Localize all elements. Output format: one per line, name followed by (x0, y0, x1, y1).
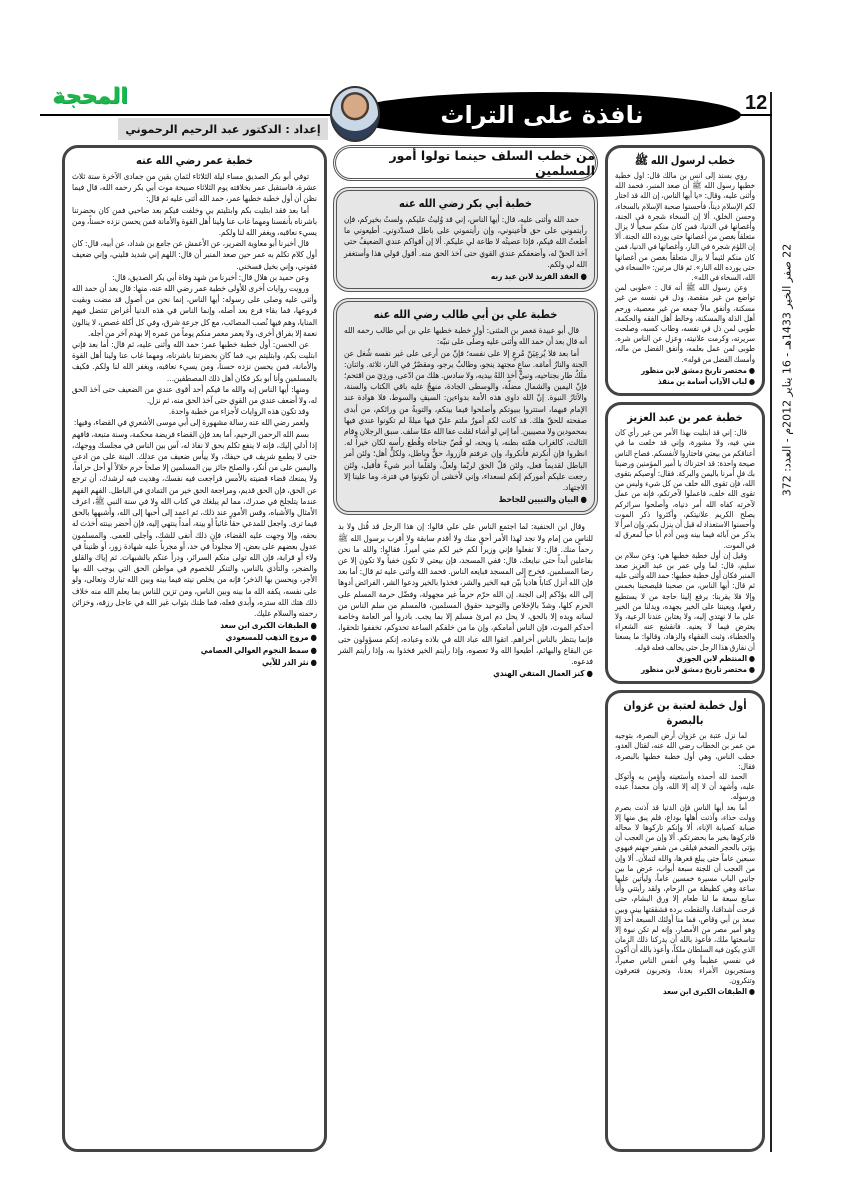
paragraph: ورويت روايات أخرى للأولى خطبة عمر رضي الله عنه، منها: قال بعد أن حمد الله وأثنى عليه وصلى على رسوله: أيها الناس، إنما نحن من أصول قد مضت وبقيت فروعها، فما بقاء فرع بعد أصله، وإنما الناس في هذه الدنيا أغراض تنتضل فيهم المنايا، وهم فيها نُصب المصائب، مع كل جرعة شرق، وفي كل أكلة غصص، لا ينالون نعمة إلا بفراق أخرى، ولا يعمر معمر منكم يوماً من عمره إلا بهدم آخر من أجله. (72, 283, 317, 338)
right-column (605, 145, 765, 1152)
article-title: خطبة عمر بن عبد العزيز (627, 411, 743, 425)
middle-title: من خطب السلف حينما تولوا أمور المسلمين (333, 145, 598, 181)
paragraph: لما نزل عتبة بن غزوان أرض البصرة، بتوجيه من عمر بن الخطاب رضي الله عنه، لقتال العدو، خطب الناس، وهي أول خطبة خطبها بالبصرة، فقال: (615, 731, 755, 771)
source-citation: ● مختصر تاريخ دمشق لابن منظور (615, 366, 755, 376)
source-citation: ● البيان والتبيين للجاحظ (344, 494, 587, 505)
article-title: أول خطبة لعتبة بن غزوان بالبصرة (623, 699, 747, 728)
paragraph: قال أبو عبيدة مَعمر بن المثنى: أول خطبة خطبها علي بن أبي طالب رحمه الله أنه قال بعد أن حمد الله وأثنى عليه وصلّى على نبيّه: (344, 325, 587, 347)
article-ali (333, 298, 598, 515)
source-citation: ● مختصر تاريخ دمشق لابن منظور (615, 665, 755, 675)
paragraph: وقال ابن الحنفية: لما اجتمع الناس على علي قالوا: إن هذا الرجل قد قُتل ولا بد للناس من إمام ولا نجد لهذا الأمر أحق منك ولا أقدم سابقة ولا أقرب برسول الله ﷺ رحماً منك. قال: لا تفعلوا فإني وزيراً لكم خير لكم مني أميراً. فقالوا: والله ما نحن بفاعلين أبداً حتى نبايعك، قال: ففي المسجد، فإن بيعتي لا تكون خفياً ولا تكون إلا عن رضا المسلمين. فخرج إلى المسجد فبايعه الناس. فحمد الله وأثنى عليه ثم قال: أما بعد فإن الله أنزل كتاباً هادياً بيّن فيه الخير والشر، فخذوا بالخير ودعوا الشر، الفرائض أدوها إلى الله يؤدّكم إلى الجنة. إن الله حرّم حرماً غير مجهولة، وفضّل حرمة المسلم على الحرم كلها، وشدّ بالإخلاص والتوحيد حقوق المسلمين، فالمسلم من سلم الناس من لسانه ويده إلا بالحق، لا يحل دم امرئ مسلم إلا بما يجب. بادروا أمر العامة وخاصة أحدكم الموت، فإن الناس أمامكم، وإن ما من خلفكم الساعة تحدوكم، تخففوا تلحقوا، فإنما ينتظر بالناس أخراهم. اتقوا الله عباد الله في بلاده وعباده، إنكم مسؤولون حتى عن البقاع والبهائم، أطيعوا الله ولا تعصوه، وإذا رأيتم الخير فخذوا به، وإذا رأيتم الشر فدعوه. (338, 521, 593, 666)
issue-date-text: 22 صفر الخير 1433هـ - 16 يناير 2012م - العدد: 372 (780, 243, 794, 497)
paragraph: أما بعد أيها الناس فإن الدنيا قد آذنت بصرم وولت حذاء، وآذنت أهلها بوداع، فلم يبق منها إلا صبابة كصبابة الإناء، ألا وإنكم تاركوها لا محالة فاتركوها بخير ما بحضرتكم. ألا وإن من العجب أن يؤتى بالحجر الضخم فيلقى من شفير جهنم فيهوي سبعين عاماً حتى يبلغ قعرها، والله لتملأن. ألا وإن من العجب أن للجنة سبعة أبواب، عرض ما بين جانبي الباب مسيرة خمسين عاماً، وليأتين عليها ساعة وهي كظيظة من الزحام، ولقد رأيتني وأنا سابع سبعة ما لنا طعام إلا ورق البشام، حتى قرحت أشداقنا، والتقطت بردة فشققتها بيني وبين سعد بن أبي وقاص، فما منا أولئك السبعة أحد إلا وهو أمير مصر من الأمصار، وإنه لم تكن نبوة إلا تناسختها ملك، فأعوذ بالله أن يدركنا ذلك الزمان الذي يكون فيه السلطان ملكاً، وأعوذ بالله أن أكون في نفسي عظيماً وفي أنفس الناس صغيراً، وستجربون الأمراء بعدنا، وتجربون فتعرفون وتنكرون. (615, 802, 755, 986)
paragraph: قال: إني قد ابتليت بهذا الأمر من غير رأي كان مني فيه، ولا مشورة، وإني قد خلعت ما في أعناقكم من بيعتي فاختاروا لأنفسكم. فصاح الناس صيحة واحدة: قد اخترناك يا أمير المؤمنين ورضينا بك فلِ أمرنا باليمن والبركة. فقال: أوصيكم بتقوى الله، فإن تقوى الله خلف من كل شيء وليس من تقوى الله خلف، فاعملوا لآخرتكم، فإنه من عمل لآخرته كفاه الله أمر دنياه، وأصلحوا سرائركم يصلح الكريم علانيتكم، وأكثروا ذكر الموت وأحسنوا الاستعداد له قبل أن ينزل بكم، وإن امرأ لا يذكر من آبائه فيما بينه وبين آدم أبا حياً لمعرق له في الموت. (615, 428, 755, 550)
article-utba (605, 690, 765, 1152)
source-citation: ● لباب الآداب أسامة بن منقذ (615, 377, 755, 387)
issue-date (774, 120, 800, 620)
paragraph: وقد تكون هذه الروايات لأجزاء من خطبة واحدة. (168, 406, 309, 417)
source-citation: ● المنتظم لابن الجوزي (615, 654, 755, 664)
source-citation: ● كنز العمال المتقي الهندي (338, 668, 593, 679)
paragraph: حمد الله وأثنى عليه، قال: أيها الناس، إني قد وُليتُ عليكم، ولستُ بخيركم، فإن رأيتموني على حق فأعينوني، وإن رأيتموني على باطل فسدّدوني. أطيعوني ما أطعتُ الله فيكم، فإذا عصيتُه لا طاعة لي عليكم. ألا إن أقواكم عندي الضعيفُ حتى آخذ الحقّ له، وأضعفكم عندي القوي حتى آخذ الحق منه. أقول قولي هذا وأستغفر الله لي ولكم. (344, 214, 587, 269)
article-title: خطبة أبي بكر رضي الله عنه (399, 197, 532, 210)
article-prophet (605, 145, 765, 396)
paragraph: روي بسند إلى انس بن مالك قال: اول خطبة خطبها رسول الله ﷺ أن صعد المنبر، فحمد الله وأثنى عليه، وقال: «يا أيها الناس، إن الله قد اختار لكم الإسلام ديناً، فأحسنوا صحبة الإسلام بالسخاء، وحسن الخلق، ألا إن السخاء شجرة في الجنة، وأغصانها في الدنيا، فمن كان منكم سخياً لا يزال متعلقاً بغصن من أغصانها حتى يورده الله الجنة. ألا إن اللؤم شجرة في النار، وأغصانها في الدنيا، فمن كان منكم لئيماً لا يزال متعلقاً بغصن من أغصانها حتى يورده الله النار». ثم قال مرتين: «السخاء في الله، السخاء في الله». (615, 171, 755, 283)
article-omar (62, 145, 327, 1152)
article-omar-abdulaziz (605, 402, 765, 684)
source-citation: ● مروج الذهب للمسعودي (72, 632, 317, 643)
source-citation: ● نثر الدر للآبي (72, 657, 317, 668)
paragraph: عن الحسن: أول خطبة خطبها عمر: حمد الله وأثنى عليه، ثم قال: أما بعد فإني ابتليت بكم، وابتليتم بي، فما كان بحضرتنا باشرناه، ومهما غاب عنا ولينا أهل القوة والأمانة، فمن يحسن نزده حسناً، ومن يسيء نعاقبه، ويغفر الله لنا ولكم. فكيف بالمسلمين وأنا أبو بكر فكان أهل ذلك المصطفين... (72, 339, 317, 383)
divider (40, 114, 340, 116)
paragraph: وعن حميد بن هلال قال: أخبرنا من شهد وفاة أبي بكر الصديق، قال: (112, 271, 309, 282)
divider (740, 114, 772, 116)
author-photo (330, 86, 380, 142)
article-title: خطبة عمر رضي الله عنه (136, 154, 253, 167)
article-title: خطب لرسول الله ﷺ (634, 154, 736, 167)
author-byline: إعداد : الدكتور عبد الرحيم الرحموني (118, 118, 328, 140)
paragraph: أما بعد فلا يُرعِيَنّ مُرعٍ إلا على نفسه؛ فإنّ من أرعى على غير نفسه شُغل عن الجنة والنارُ أمامَه. ساعٍ مجتهد ينجو، وطالبٌ يرجو، ومقصّرٌ في النار، ثلاثة. واثنان: ملَكٌ طار بجناحيه، ونبيٌّ أخذ اللهُ بيديه، ولا سادس. هلك من ادّعى، وردِيَ من اقتحم؛ فإنّ اليمين والشمال مضلّة، والوسطى الجادة، منهجٌ عليه باقي الكتاب والسنة، والآثارُ النبوة. إنّ الله داوى هذه الأمة بدواءين: السيفِ والسوط، فلا هوادة عند الإمام فيهما، استتروا ببيوتكم وأصلحوا فيما بينكم، والتوبةُ من ورائكم، من أبدى صفحته للحقّ هلك. قد كانت لكم أمورٌ ملتم عليّ فيها ميلةً لم تكونوا عندي فيها بمحمودين ولا مصيبين. أما إني لو أشاء لقلت عفا الله عمّا سلف. سبق الرجلان وقام الثالث، كالغراب همّته بطنه، يا ويحه، لو قُصّ جناحاه وقُطع رأسه لكان خيراً له. انظروا فإن أنكرتم فأنكروا، وإن عرفتم فآزروا، حقٌّ وباطل، ولكلٍّ أهل؛ ولئن أمر الباطل لقديماً فعل، ولئن قلّ الحق لربّما ولعلّ، ولقلّما أدبر شيءٌ فأقبل، ولئن رجعت عليكم أموركم إنكم لسعداء، وإني لأخشى أن تكونوا في فترة، وما علينا إلا الاجتهاد. (344, 347, 587, 493)
paragraph: قال أخبرنا أبو معاوية الضرير، عن الأعمش عن جامع بن شداد، عن أبيه، قال: كان أول كلام تكلم به عمر حين صعد المنبر أن قال: اللهم إني شديد فليني، وإني ضعيف فقوني، وإني بخيل فسخني. (72, 238, 317, 271)
article-abubakr (333, 187, 598, 292)
paragraph: وعن رسول الله ﷺ أنه قال : «طوبى لمن تواضع من غير منقصة، وذل في نفسه من غير مسكنة، وأنفق مالاً جمعه من غير معصية، ورحم أهل الذلة والمسكنة، وخالط أهل الفقه والحكمة. طوبى لمن ذل في نفسه، وطاب كسبه، وصلحت سريرته، وكرمت علانيته، وعزل عن الناس شره. طوبى لمن عمل بعلمه، وأنفق الفضل من ماله، وأمسك الفضل من قوله». (615, 283, 755, 364)
paragraph: الحمد لله أحمده وأستعينه وأؤمن به وأتوكل عليه، وأشهد أن لا إله إلا الله، وأن محمداً عبده ورسوله. (615, 771, 755, 802)
section-banner: نافذة على التراث (343, 92, 741, 138)
paragraph: توفي أبو بكر الصديق مساء ليلة الثلاثاء لثمان بقين من جمادى الآخرة سنة ثلاث عشرة، فاستقبل عمر بخلافته يوم الثلاثاء صبيحة موت أبي بكر رحمه الله، قال فيما نظن أن أول خطبة خطبها عمر، حمد الله أثنى عليه ثم قال: (72, 171, 317, 204)
paragraph: أما بعد فقد ابتليت بكم وابتليتم بي وخلفت فيكم بعد صاحبي فمن كان بحضرتنا باشرناه بأنفسنا ومهما غاب عنا ولينا أهل القوة والأمانة فمن يحسن نزده حسناً، ومن يسيء نعاقبه، ويغفر الله لنا ولكم. (72, 204, 317, 238)
page-number: 12 (745, 92, 768, 114)
middle-column (333, 145, 598, 1152)
paragraph: ومنها: أيها الناس إنه والله ما فيكم أحد أقوى عندي من الضعيف حتى آخذ الحق له، ولا أضعف عندي من القوي حتى آخذ الحق منه، ثم نزل. (72, 383, 317, 406)
article-title: خطبة علي بن أبي طالب رضي الله عنه (373, 308, 558, 322)
magazine-logo: المحجة (52, 84, 128, 109)
source-citation: ● العقد الفريد لابن عبد ربه (344, 271, 587, 282)
paragraph: وقيل إن أول خطبة خطبها هي: وعن سلام بن سليم، قال: لما ولي عمر بن عبد العزيز صعد المنبر فكان أول خطبة خطبها: حمد الله وأثنى عليه ثم قال: أيها الناس، من صحبنا فليصحبنا بخمس وإلا فلا يقربنا: يرفع إلينا حاجة من لا يستطيع رفعها، ويعيننا على الخير بجهده، ويدلنا من الخير على ما لا نهتدي إليه، ولا يغتابن عندنا الرعية، ولا يعترض فيما لا يعنيه. فانقشع عنه الشعراء والخطباء، وثبت الفقهاء والزهاد، وقالوا: ما يسعنا أن نفارق هذا الرجل حتى يخالف فعله قوله. (614, 550, 755, 652)
paragraph: بسم الله الرحمن الرحيم، أما بعد فإن القضاء فريضة محكمة، وسنة متبعة، فافهم إذا أدلي إليك، فإنه لا ينفع تكلم بحق لا نفاذ له، آس بين الناس في مجلسك ووجهك، حتى لا يطمع شريف في حيفك، ولا ييأس ضعيف من عدلك. البينة على من ادعى واليمين على من أنكر، والصلح جائز بين المسلمين إلا صلحاً حرم حلالاً أو أحل حراماً، ولا يمنعك قضاء قضيته بالأمس فراجعت فيه نفسك، وهديت فيه لرشدك، أن ترجع عن الحق، فإن الحق قديم، ومراجعة الحق خير من التمادي في الباطل. الفهم الفهم عندما يتلجلج في صدرك، مما لم يبلغك في كتاب الله ولا في سنة النبي ﷺ، اعرف الأمثال والأشباه، وقس الأمور عند ذلك، ثم اعمد إلى أحبها إلى الله، وأشبهها بالحق فيما ترى. واجعل للمدعي حقاً غائباً أو بينة، أمداً ينتهي إليه، فإن أحضر بينته أخذت له بحقه، وإلا وجهت عليه القضاء، فإن ذلك أنفى للشك، وأجلى للعمى. والمسلمون عدول بعضهم على بعض، إلا مجلوداً في حد، أو مجرباً عليه شهادة زور، أو ظنيناً في ولاء أو قرابة، فإن الله تولى منكم السرائر، ودرأ عنكم بالشبهات. ثم إياك والقلق والضجر، والتأذي بالناس، والتنكر للخصوم في مواطن الحق التي يوجب الله بها الأجر، ويحسن بها الذخر؛ فإنه من يخلص نيته فيما بينه وبين الله تبارك وتعالى، ولو على نفسه، يكفه الله ما بينه وبين الناس، ومن تزين للناس بما يعلم الله منه خلاف ذلك هتك الله ستره، وأبدى فعله، فما ظنك بثواب غير الله في عاجل رزقه، وخزائن رحمته والسلام عليك. (72, 428, 317, 618)
divider (770, 92, 772, 1152)
source-citation: ● سمط النجوم العوالي العصامي (72, 645, 317, 656)
paragraph: ولعمر رضي الله عنه رسالة مشهورة إلى أبي موسى الأشعري في القضاء، وفيها: (73, 417, 309, 428)
article-ali-continued (333, 521, 598, 680)
left-column (62, 145, 327, 1152)
source-citation: ● الطبقات الكبرى ابن سعد (615, 987, 755, 997)
source-citation: ● الطبقات الكبرى ابن سعد (72, 620, 317, 631)
